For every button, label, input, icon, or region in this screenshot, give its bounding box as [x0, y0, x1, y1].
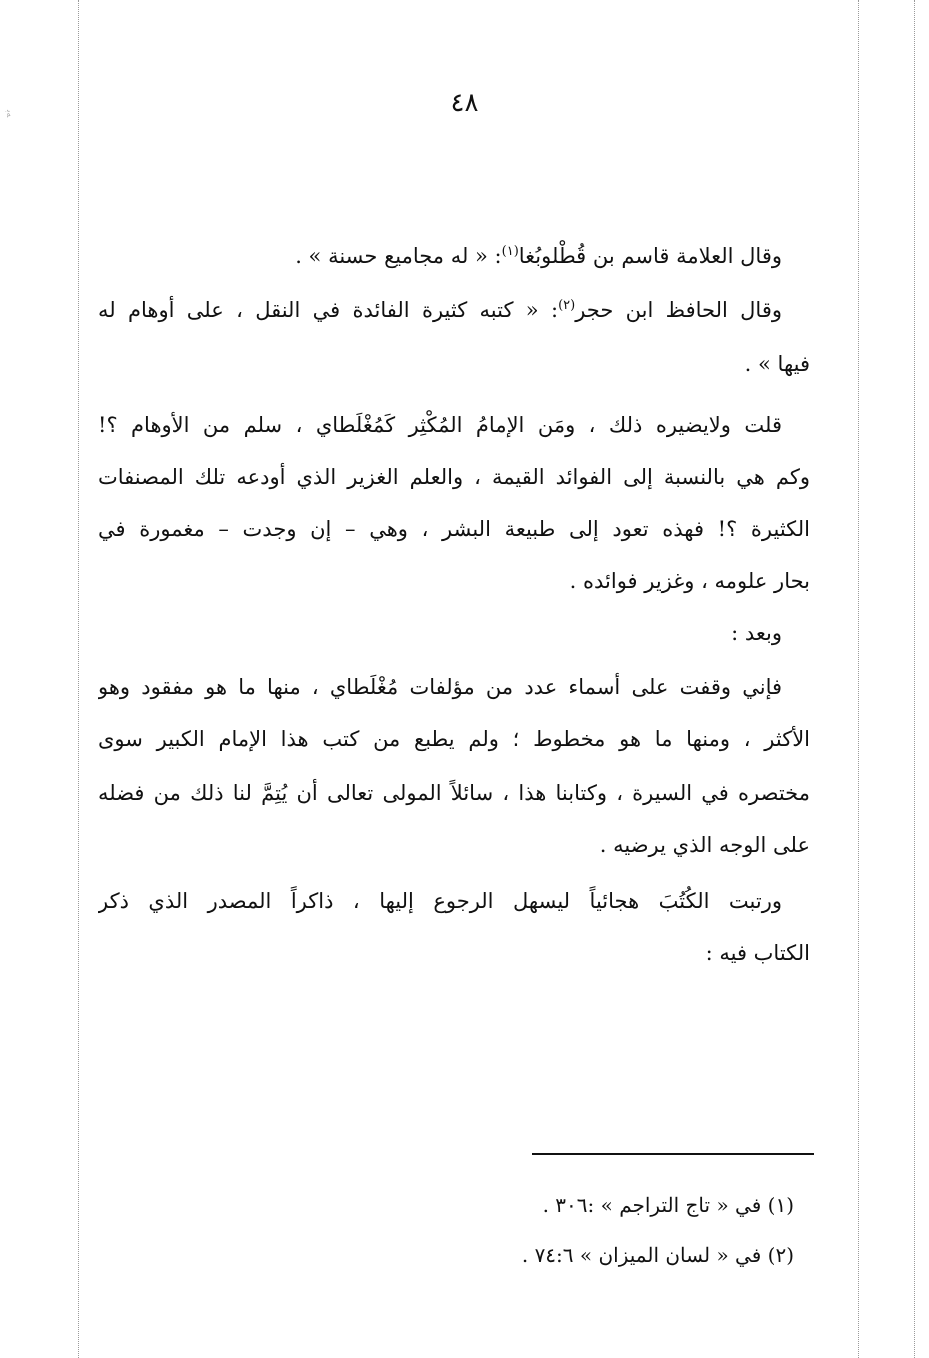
- text-line: قلت ولايضيره ذلك ، ومَن الإمامُ المُكْثِر كَمُغْلَطاي ، سلم من الأوهام ؟!: [98, 413, 782, 437]
- footnote-1: (١) في « تاج التراجم » :٣٠٦ .: [542, 1193, 794, 1217]
- dotted-guide-edge: [914, 0, 915, 1358]
- text-line: ورتبت الكُتُبَ هجائياً ليسهل الرجوع إليها ، ذاكراً المصدر الذي ذكر: [98, 889, 782, 913]
- text-line: الكتاب فيه :: [705, 941, 810, 965]
- footnote-ref[interactable]: (٢): [558, 298, 576, 313]
- text-line: بحار علومه ، وغزير فوائده .: [569, 569, 810, 593]
- text-line: وكم هي بالنسبة إلى الفوائد القيمة ، والعلم الغزير الذي أودعه تلك المصنفات: [98, 465, 810, 489]
- text-line: فإني وقفت على أسماء عدد من مؤلفات مُغْلَطاي ، منها ما هو مفقود وهو: [98, 675, 782, 699]
- footnote-2: (٢) في « لسان الميزان » ٧٤:٦ .: [521, 1243, 794, 1267]
- text-line: وقال العلامة قاسم بن قُطْلوبُغا$^{(١)}$: « له مجاميع حسنة » .: [295, 244, 782, 268]
- page-number: ٤٨: [450, 88, 479, 118]
- margin-note: ﻪﺑ: [4, 110, 14, 118]
- text-line: الأكثر ، ومنها ما هو مخطوط ؛ ولم يطبع من كتب هذا الإمام الكبير سوى: [98, 727, 810, 751]
- text-line: فيها » .: [744, 352, 810, 376]
- text-line: على الوجه الذي يرضيه .: [599, 833, 810, 857]
- text-line: الكثيرة ؟! فهذه تعود إلى طبيعة البشر ، وهي – إن وجدت – مغمورة في: [98, 517, 810, 541]
- footnote-separator: [532, 1153, 814, 1155]
- footnote-ref[interactable]: (١): [501, 244, 519, 259]
- dotted-guide-right: [858, 0, 859, 1358]
- text-line: وقال الحافظ ابن حجر$^{(٢)}$: « كتبه كثيرة الفائدة في النقل ، على أوهام له: [98, 298, 782, 322]
- dotted-guide-left: [78, 0, 79, 1358]
- text-line: مختصره في السيرة ، وكتابنا هذا ، سائلاً المولى تعالى أن يُتِمَّ لنا ذلك من فضله: [98, 781, 810, 805]
- text-line: وبعد :: [731, 621, 782, 645]
